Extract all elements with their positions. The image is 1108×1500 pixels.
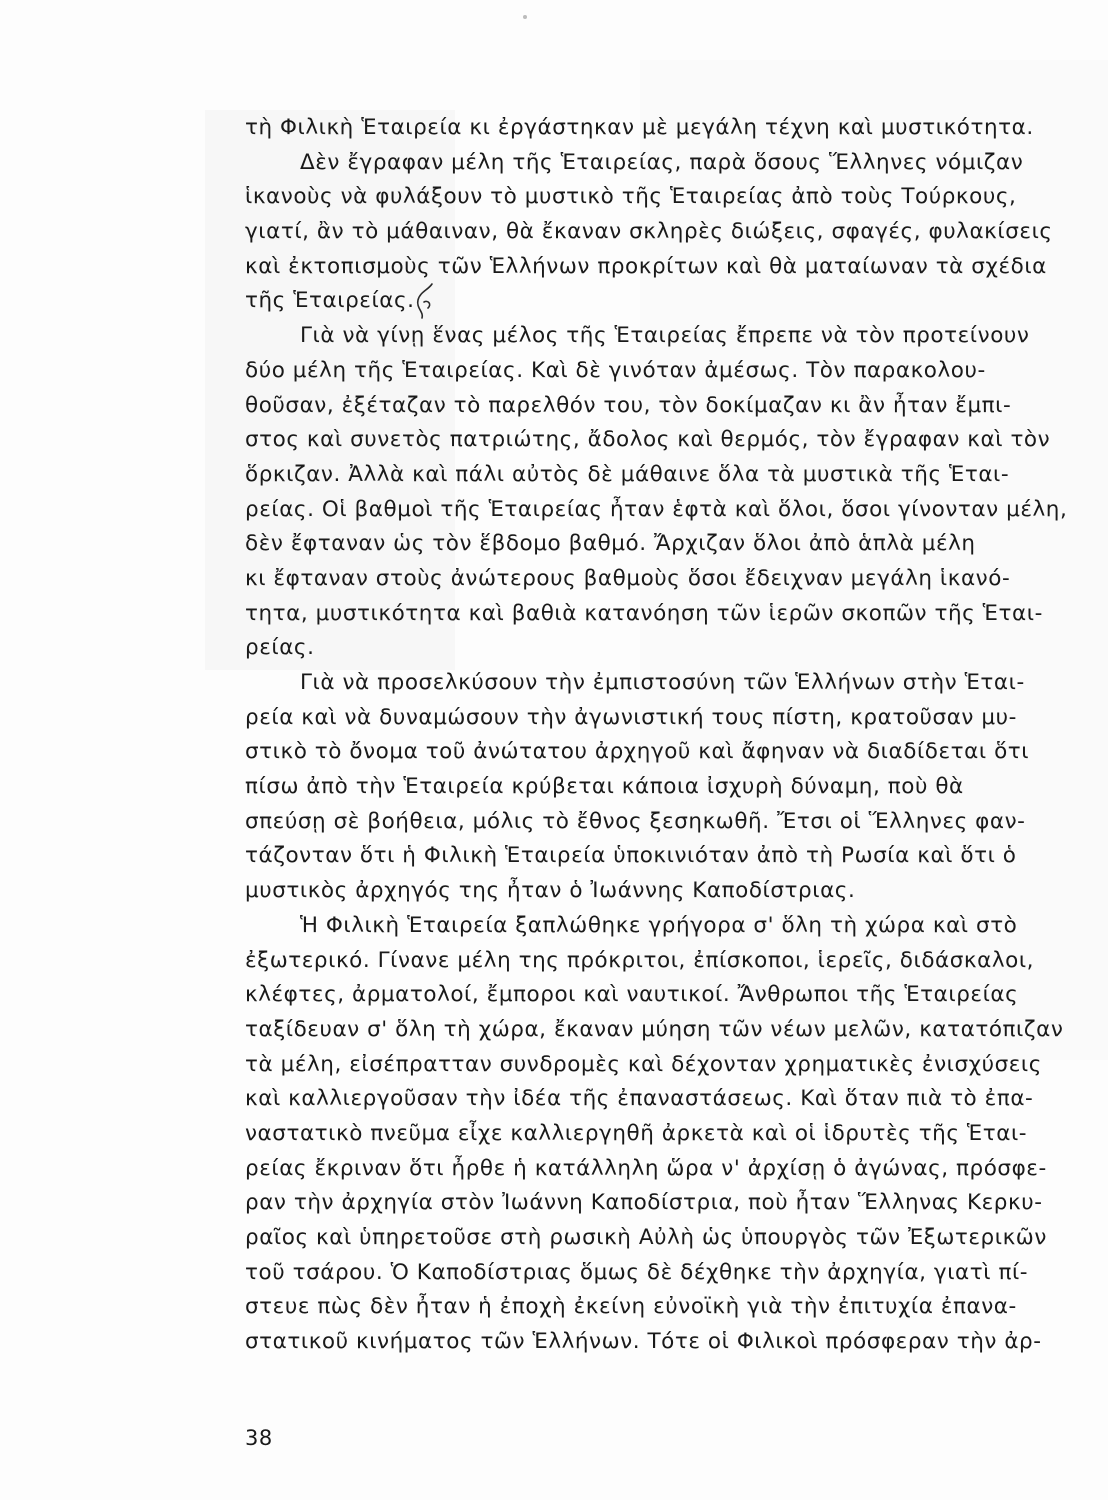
text-line: ναστατικὸ πνεῦμα εἶχε καλλιεργηθῆ ἀρκετὰ καὶ οἱ ἱδρυτὲς τῆς Ἑται-	[245, 1120, 1028, 1146]
text-line: ταξίδευαν σ' ὅλη τὴ χώρα, ἔκαναν μύηση τῶν νέων μελῶν, κατατόπιζαν	[245, 1016, 1064, 1042]
text-line: ἱκανοὺς νὰ φυλάξουν τὸ μυστικὸ τῆς Ἑταιρείας ἀπὸ τοὺς Τούρκους,	[245, 184, 1017, 210]
text-line: Γιὰ νὰ προσελκύσουν τὴν ἐμπιστοσύνη τῶν Ἑλλήνων στὴν Ἑται-	[300, 670, 1025, 695]
text-line: Δὲν ἔγραφαν μέλη τῆς Ἑταιρείας, παρὰ ὅσους Ἕλληνες νόμιζαν	[300, 149, 1024, 175]
text-line: τητα, μυστικότητα καὶ βαθιὰ κατανόηση τῶν ἱερῶν σκοπῶν τῆς Ἑται-	[245, 600, 1043, 626]
text-line: ραῖος καὶ ὑπηρετοῦσε στὴ ρωσικὴ Αὐλὴ ὡς ὑπουργὸς τῶν Ἐξωτερικῶν	[245, 1225, 1047, 1250]
text-line: στευε πὼς δὲν ἦταν ἡ ἐποχὴ ἐκείνη εὐνοϊκὴ γιὰ τὴν ἐπιτυχία ἐπανα-	[245, 1294, 1017, 1320]
text-line: τάζονταν ὅτι ἡ Φιλικὴ Ἑταιρεία ὑποκινιόταν ἀπὸ τὴ Ρωσία καὶ ὅτι ὁ	[245, 843, 1017, 869]
text-line: ρείας ἔκριναν ὅτι ἦρθε ἡ κατάλληλη ὥρα ν' ἀρχίσῃ ὁ ἀγώνας, πρόσφε-	[245, 1155, 1047, 1181]
text-line: στατικοῦ κινήματος τῶν Ἑλλήνων. Τότε οἱ Φιλικοὶ πρόσφεραν τὴν ἀρ-	[245, 1329, 1042, 1355]
speck-mark	[523, 15, 527, 19]
text-line: ραν τὴν ἀρχηγία στὸν Ἰωάννη Καποδίστρια, ποὺ ἦταν Ἕλληνας Κερκυ-	[245, 1190, 1043, 1216]
text-line: ἐξωτερικό. Γίνανε μέλη της πρόκριτοι, ἐπίσκοποι, ἱερεῖς, διδάσκαλοι,	[245, 947, 1035, 973]
text-line: κι ἔφταναν στοὺς ἀνώτερους βαθμοὺς ὅσοι ἔδειχναν μεγάλη ἱκανό-	[245, 565, 1011, 591]
page-number: 38	[245, 1426, 273, 1450]
text-line: στικὸ τὸ ὄνομα τοῦ ἀνώτατου ἀρχηγοῦ καὶ ἄφηναν νὰ διαδίδεται ὅτι	[245, 739, 1030, 765]
text-line: ρεία καὶ νὰ δυναμώσουν τὴν ἀγωνιστική τους πίστη, κρατοῦσαν μυ-	[245, 704, 1017, 730]
text-line: ρείας.	[245, 635, 315, 661]
text-line: καὶ ἐκτοπισμοὺς τῶν Ἑλλήνων προκρίτων καὶ θὰ ματαίωναν τὰ σχέδια	[245, 253, 1047, 279]
text-line: Ἡ Φιλικὴ Ἑταιρεία ξαπλώθηκε γρήγορα σ' ὅλη τὴ χώρα καὶ στὸ	[300, 912, 1018, 938]
text-line: πίσω ἀπὸ τὴν Ἑταιρεία κρύβεται κάποια ἰσχυρὴ δύναμη, ποὺ θὰ	[245, 774, 964, 800]
text-line: καὶ καλλιεργοῦσαν τὴν ἰδέα τῆς ἐπαναστάσεως. Καὶ ὅταν πιὰ τὸ ἐπα-	[245, 1086, 1034, 1112]
text-line: γιατί, ἂν τὸ μάθαιναν, θὰ ἔκαναν σκληρὲς διώξεις, σφαγές, φυλακίσεις	[245, 219, 1053, 245]
text-line: τὴ Φιλικὴ Ἑταιρεία κι ἐργάστηκαν μὲ μεγάλη τέχνη καὶ μυστικότητα.	[245, 115, 1034, 140]
text-line: σπεύσῃ σὲ βοήθεια, μόλις τὸ ἔθνος ξεσηκωθῆ. Ἔτσι οἱ Ἕλληνες φαν-	[245, 808, 1026, 834]
text-line: ὅρκιζαν. Ἀλλὰ καὶ πάλι αὐτὸς δὲ μάθαινε ὅλα τὰ μυστικὰ τῆς Ἑται-	[245, 461, 1010, 487]
text-line: τὰ μέλη, εἰσέπρατταν συνδρομὲς καὶ δέχονταν χρηματικὲς ἐνισχύσεις	[245, 1051, 1042, 1077]
text-line: στος καὶ συνετὸς πατριώτης, ἄδολος καὶ θερμός, τὸν ἔγραφαν καὶ τὸν	[245, 427, 1051, 453]
text-line: τοῦ τσάρου. Ὁ Καποδίστριας ὅμως δὲ δέχθηκε τὴν ἀρχηγία, γιατὶ πί-	[245, 1259, 1029, 1285]
body-text	[245, 111, 1108, 1360]
text-line: δὲν ἔφταναν ὡς τὸν ἕβδομο βαθμό. Ἄρχιζαν ὅλοι ἀπὸ ἁπλὰ μέλη	[245, 531, 976, 557]
text-line: κλέφτες, ἀρματολοί, ἔμποροι καὶ ναυτικοί. Ἄνθρωποι τῆς Ἑταιρείας	[245, 982, 1019, 1008]
text-line: μυστικὸς ἀρχηγός της ἦταν ὁ Ἰωάννης Καποδίστριας.	[245, 878, 856, 904]
text-line: Γιὰ νὰ γίνῃ ἕνας μέλος τῆς Ἑταιρείας ἔπρεπε νὰ τὸν προτείνουν	[300, 323, 1030, 349]
text-line: τῆς Ἑταιρείας.	[245, 288, 415, 314]
pen-scribble-mark	[410, 280, 442, 322]
text-line: ρείας. Οἱ βαθμοὶ τῆς Ἑταιρείας ἦταν ἑφτὰ καὶ ὅλοι, ὅσοι γίνονταν μέλη,	[245, 496, 1068, 522]
text-line: θοῦσαν, ἐξέταζαν τὸ παρελθόν του, τὸν δοκίμαζαν κι ἂν ἦταν ἔμπι-	[245, 392, 1012, 418]
text-line: δύο μέλη τῆς Ἑταιρείας. Καὶ δὲ γινόταν ἀμέσως. Τὸν παρακολου-	[245, 357, 986, 383]
